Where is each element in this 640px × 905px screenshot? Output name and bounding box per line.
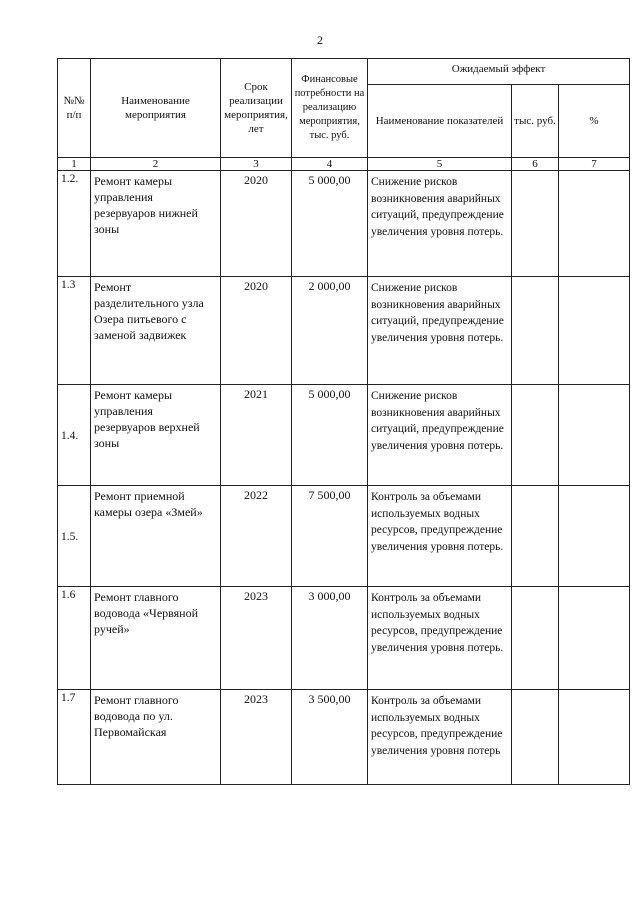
implementation-year: 2023 <box>221 690 292 785</box>
effect-percent-cell <box>559 690 630 785</box>
indicator-text: Снижение рисков возникновения аварийных ситуаций, предупреждение увеличения уровня потерь. <box>368 277 512 385</box>
page-number: 2 <box>317 33 323 47</box>
implementation-year: 2023 <box>221 587 292 690</box>
effect-thousand-cell <box>512 277 559 385</box>
measure-name: Ремонт главного водовода «Червяной ручей» <box>91 587 221 690</box>
column-number: 3 <box>221 158 292 171</box>
indicator-text: Контроль за объемами используемых водных ресурсов, предупреждение увеличения уровня потерь. <box>368 587 512 690</box>
implementation-year: 2020 <box>221 277 292 385</box>
header-row-1 <box>58 59 630 85</box>
table-row <box>58 587 630 690</box>
finance-amount: 2 000,00 <box>292 277 368 385</box>
finance-amount: 7 500,00 <box>292 486 368 587</box>
indicator-text: Контроль за объемами используемых водных ресурсов, предупреждение увеличения уровня потерь. <box>368 486 512 587</box>
measure-name: Ремонт приемной камеры озера «Змей» <box>91 486 221 587</box>
row-number: 1.3 <box>58 277 91 385</box>
implementation-year: 2022 <box>221 486 292 587</box>
column-number: 7 <box>559 158 630 171</box>
header-thousand-rub: тыс. руб. <box>512 85 559 158</box>
header-indicator: Наименование показателей <box>368 85 512 158</box>
column-number: 6 <box>512 158 559 171</box>
measures-table <box>57 58 630 785</box>
header-no: №№ п/п <box>58 59 91 158</box>
effect-thousand-cell <box>512 486 559 587</box>
row-number: 1.4. <box>58 385 91 486</box>
row-number: 1.7 <box>58 690 91 785</box>
implementation-year: 2020 <box>221 171 292 277</box>
effect-thousand-cell <box>512 690 559 785</box>
column-number: 2 <box>91 158 221 171</box>
column-number-row <box>58 158 630 171</box>
table-row <box>58 385 630 486</box>
row-number: 1.5. <box>58 486 91 587</box>
indicator-text: Снижение рисков возникновения аварийных ситуаций, предупреждение увеличения уровня потерь. <box>368 385 512 486</box>
effect-percent-cell <box>559 171 630 277</box>
table-row <box>58 171 630 277</box>
indicator-text: Контроль за объемами используемых водных ресурсов, предупреждение увеличения уровня потерь <box>368 690 512 785</box>
finance-amount: 5 000,00 <box>292 171 368 277</box>
header-expected-effect: Ожидаемый эффект <box>368 59 630 85</box>
table-row <box>58 486 630 587</box>
header-percent: % <box>559 85 630 158</box>
column-number: 4 <box>292 158 368 171</box>
finance-amount: 3 000,00 <box>292 587 368 690</box>
finance-amount: 3 500,00 <box>292 690 368 785</box>
column-number: 5 <box>368 158 512 171</box>
column-number: 1 <box>58 158 91 171</box>
effect-percent-cell <box>559 385 630 486</box>
row-number: 1.6 <box>58 587 91 690</box>
effect-thousand-cell <box>512 171 559 277</box>
finance-amount: 5 000,00 <box>292 385 368 486</box>
header-term: Срок реализации мероприятия, лет <box>221 59 292 158</box>
indicator-text: Снижение рисков возникновения аварийных ситуаций, предупреждение увеличения уровня потерь. <box>368 171 512 277</box>
effect-percent-cell <box>559 587 630 690</box>
measure-name: Ремонт камеры управления резервуаров верхней зоны <box>91 385 221 486</box>
effect-thousand-cell <box>512 385 559 486</box>
effect-percent-cell <box>559 277 630 385</box>
row-number: 1.2. <box>58 171 91 277</box>
measure-name: Ремонт разделительного узла Озера питьевого с заменой задвижек <box>91 277 221 385</box>
effect-percent-cell <box>559 486 630 587</box>
measure-name: Ремонт камеры управления резервуаров нижней зоны <box>91 171 221 277</box>
measure-name: Ремонт главного водовода по ул. Первомайская <box>91 690 221 785</box>
header-finance: Финансовые потребности на реализацию мероприятия, тыс. руб. <box>292 59 368 158</box>
table-row <box>58 690 630 785</box>
implementation-year: 2021 <box>221 385 292 486</box>
table-row <box>58 277 630 385</box>
header-name: Наименование мероприятия <box>91 59 221 158</box>
effect-thousand-cell <box>512 587 559 690</box>
